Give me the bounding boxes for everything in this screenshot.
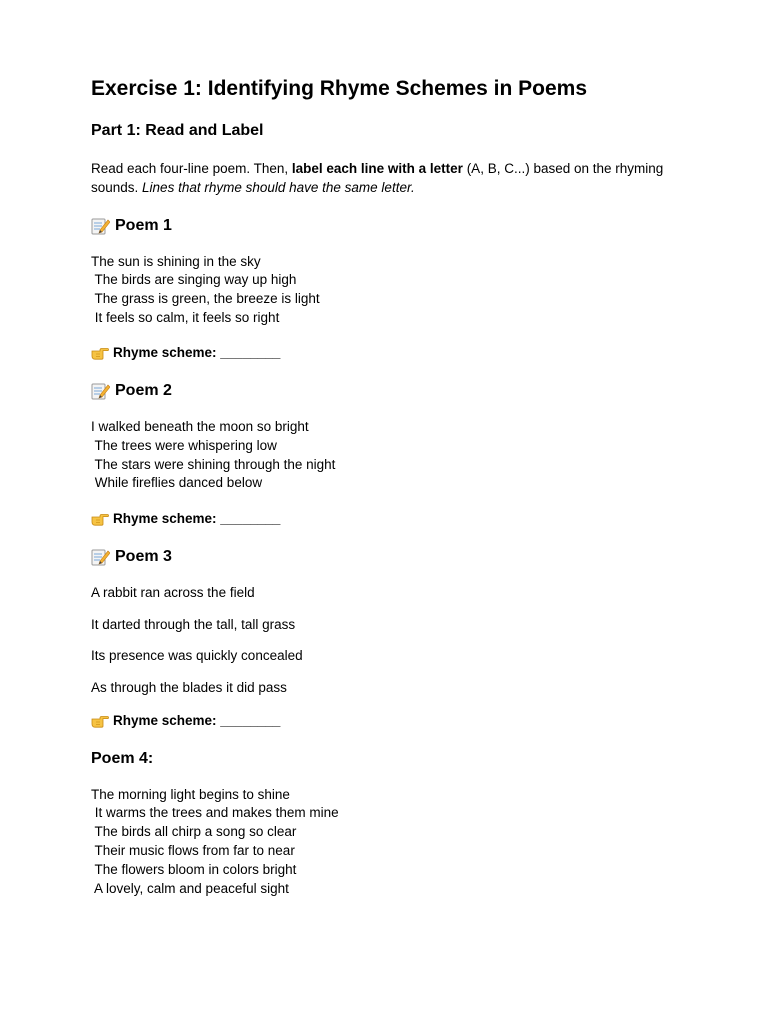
poem-1-line-2: The birds are singing way up high (91, 272, 297, 287)
part-heading: Part 1: Read and Label (91, 122, 264, 139)
instructions-text-2: (A, B, C...) based on the rhyming sounds. (91, 161, 664, 195)
poem-2-line-4: While fireflies danced below (91, 475, 263, 490)
poem-3-title: Poem 3 (115, 548, 172, 565)
instructions-text-1: Read each four-line poem. Then, (91, 161, 292, 176)
poem-2-line-2: The trees were whispering low (91, 438, 277, 453)
poem-1-line-1: The sun is shining in the sky (91, 254, 261, 269)
poem-2-heading (91, 381, 172, 401)
poem-2-scheme-label: Rhyme scheme: ________ (113, 511, 281, 526)
poem-4-line-5: The flowers bloom in colors bright (91, 862, 297, 877)
poem-4-line-2: It warms the trees and makes them mine (91, 805, 339, 820)
poem-3-line-2: It darted through the tall, tall grass (91, 617, 296, 632)
poem-4-heading (91, 749, 153, 769)
poem-4-title: Poem 4: (91, 750, 154, 767)
poem-2-line-1: I walked beneath the moon so bright (91, 419, 309, 434)
poem-1-line-3: The grass is green, the breeze is light (91, 291, 320, 306)
poem-4-line-4: Their music flows from far to near (91, 843, 295, 858)
instructions-bold-text: label each line with a letter (291, 161, 463, 176)
instructions-paragraph (91, 160, 691, 197)
poem-1-scheme-label: Rhyme scheme: ________ (113, 345, 281, 360)
poem-3-line-1: A rabbit ran across the field (91, 585, 255, 600)
page-title: Exercise 1: Identifying Rhyme Schemes in Poems (91, 77, 588, 100)
poem-3-scheme-label: Rhyme scheme: ________ (113, 713, 281, 728)
poem-3-line-4: As through the blades it did pass (91, 680, 287, 695)
poem-2-rhyme-scheme (91, 510, 280, 528)
pointing-hand-icon (91, 714, 109, 728)
poem-1-heading (91, 216, 172, 236)
poem-2-title: Poem 2 (115, 382, 172, 399)
poem-3-rhyme-scheme (91, 712, 280, 730)
pointing-hand-icon (91, 512, 109, 526)
poem-4-line-6: A lovely, calm and peaceful sight (91, 881, 289, 896)
poem-3-heading (91, 547, 172, 567)
poem-4-line-1: The morning light begins to shine (91, 787, 290, 802)
poem-3-line-3: Its presence was quickly concealed (91, 648, 303, 663)
poem-4-line-3: The birds all chirp a song so clear (91, 824, 297, 839)
poem-1-title: Poem 1 (115, 217, 172, 234)
poem-1-line-4: It feels so calm, it feels so right (91, 310, 280, 325)
memo-icon (91, 217, 110, 235)
pointing-hand-icon (91, 346, 109, 360)
instructions-italic-text: Lines that rhyme should have the same letter. (142, 179, 415, 195)
memo-icon (91, 548, 110, 566)
poem-2-line-3: The stars were shining through the night (91, 457, 336, 472)
poem-1-rhyme-scheme (91, 344, 280, 362)
memo-icon (91, 382, 110, 400)
